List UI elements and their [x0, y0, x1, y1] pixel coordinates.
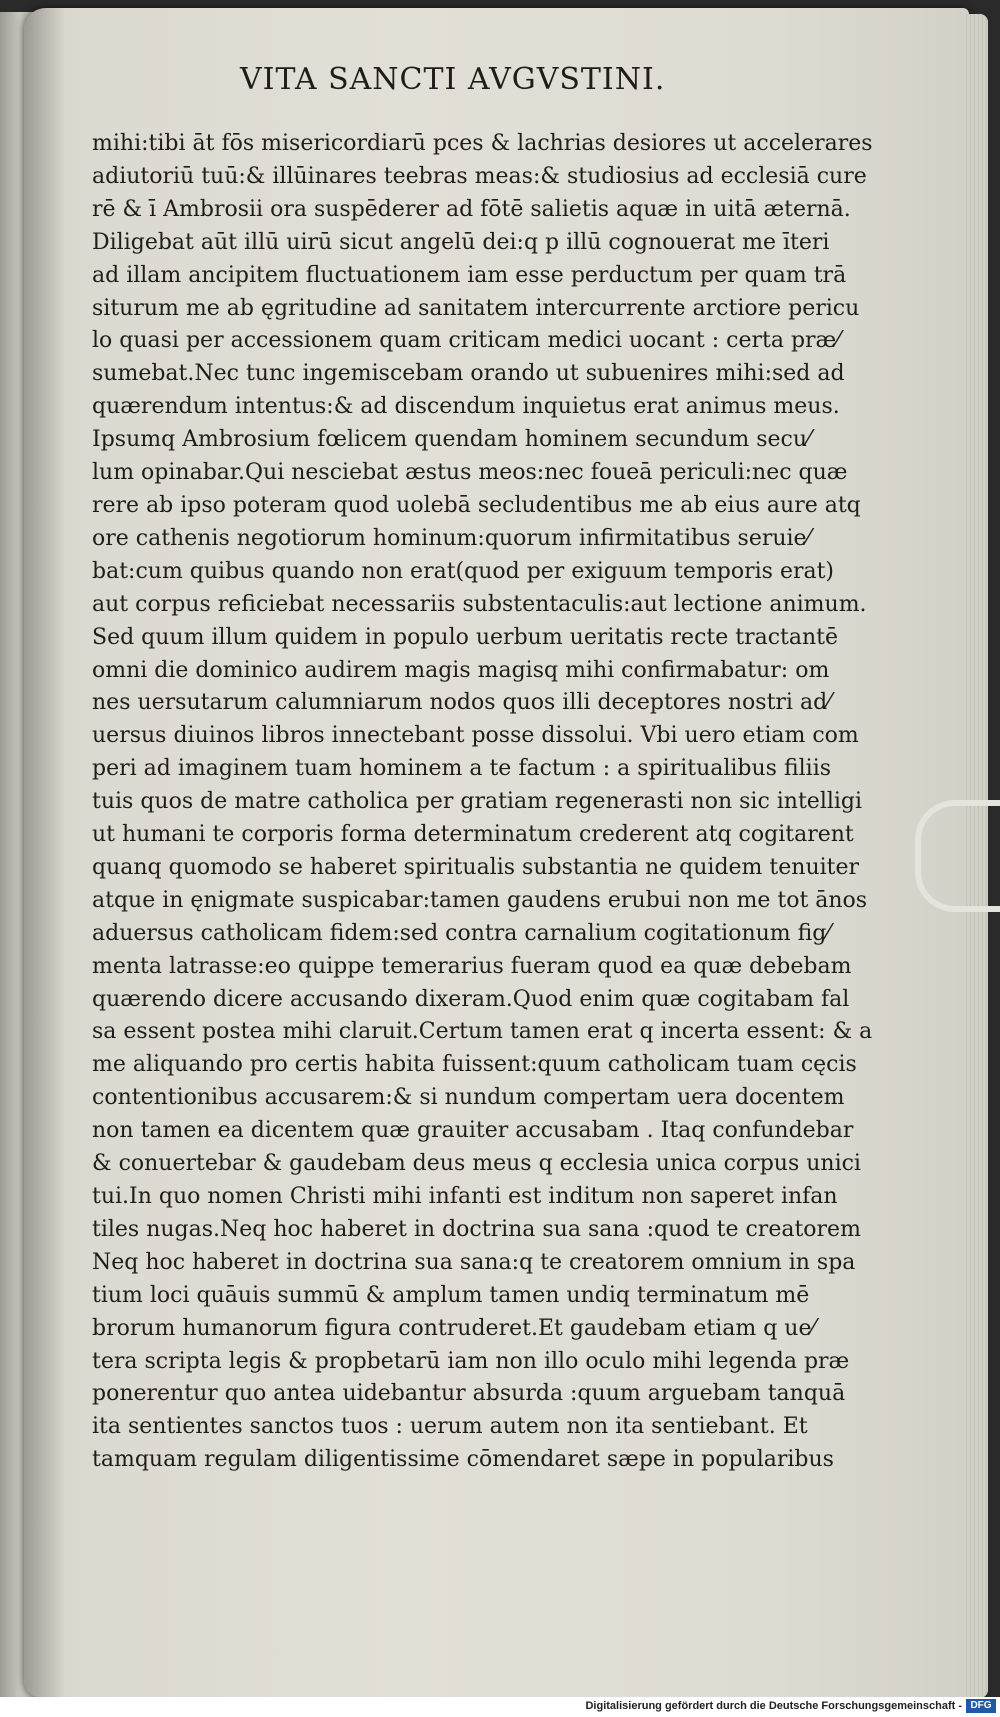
text-line: siturum me ab ęgritudine ad sanitatem intercurrente arctiore pericu	[92, 295, 860, 321]
text-line: tamquam regulam diligentissime cōmendaret sæpe in popularibus	[92, 1447, 834, 1473]
dfg-logo: DFG	[966, 1699, 996, 1713]
text-line: atque in ęnigmate suspicabar:tamen gaudens erubui non me tot ānos	[92, 887, 868, 913]
text-line: Diligebat aūt illū uirū sicut angelū dei:q p illū cognouerat me īteri	[92, 229, 830, 255]
text-line: menta latrasse:eo quippe temerarius fueram quod ea quæ debebam	[92, 953, 852, 979]
text-line: tera scripta legis & propbetarū iam non illo oculo mihi legenda præ	[92, 1348, 850, 1374]
text-line: quærendo dicere accusando dixeram.Quod enim quæ cogitabam fal	[92, 986, 850, 1012]
text-line: ut humani te corporis forma determinatum crederent atq cogitarent	[92, 822, 854, 848]
text-line: tui.In quo nomen Christi mihi infanti est inditum non saperet infan	[92, 1184, 838, 1209]
running-header: VITA SANCTI AVGVSTINI.	[240, 62, 666, 97]
text-line: tium loci quāuis summū & amplum tamen undiq terminatum mē	[92, 1282, 810, 1308]
text-line: ita sentientes sanctos tuos : uerum autem non ita sentiebant. Et	[92, 1414, 808, 1440]
spine-shadow	[24, 8, 64, 1698]
text-line: non tamen ea dicentem quæ grauiter accusabam . Itaq confundebar	[92, 1118, 854, 1144]
text-line: lum opinabar.Qui nesciebat æstus meos:nec foueā periculi:nec quæ	[92, 460, 848, 486]
text-line: ponerentur quo antea uidebantur absurda :quum arguebam tanquā	[92, 1381, 846, 1407]
text-line: bat:cum quibus quando non erat(quod per exiguum temporis erat)	[92, 558, 835, 584]
text-line: rere ab ipso poteram quod uolebā secludentibus me ab eius aure atq	[92, 492, 861, 518]
text-line: Sed quum illum quidem in populo uerbum ueritatis recte tractantē	[92, 624, 839, 650]
text-line: Ipsumq Ambrosium fœlicem quendam hominem secundum secu⁄	[92, 427, 811, 453]
text-line: ad illam ancipitem fluctuationem iam esse perductum per quam trā	[92, 262, 847, 288]
text-line: aduersus catholicam fidem:sed contra carnalium cogitationum fig⁄	[92, 920, 831, 946]
text-line: Neq hoc haberet in doctrina sua sana:q te creatorem omnium in spa	[92, 1249, 856, 1275]
page-clip	[915, 800, 1000, 912]
text-line: adiutoriū tuū:& illūinares teebras meas:& studiosius ad ecclesiā cure	[92, 163, 867, 189]
body-text	[92, 128, 873, 1477]
text-line: rē & ī Ambrosii ora suspēderer ad fōtē salietis aquæ in uitā æternā.	[92, 196, 851, 222]
text-line: peri ad imaginem tuam hominem a te factum : a spiritualibus filiis	[92, 756, 832, 782]
text-line: & conuertebar & gaudebam deus meus q ecclesia unica corpus unici	[92, 1151, 861, 1177]
text-line: nes uersutarum calumniarum nodos quos illi deceptores nostri ad⁄	[92, 690, 831, 716]
text-line: brorum humanorum figura contruderet.Et gaudebam etiam q ue⁄	[92, 1315, 816, 1341]
text-line: omni die dominico audirem magis magisq mihi confirmabatur: om	[92, 657, 830, 683]
text-line: uersus diuinos libros innectebant posse dissolui. Vbi uero etiam com	[92, 723, 859, 749]
text-line: aut corpus reficiebat necessariis substentaculis:aut lectione animum.	[92, 591, 867, 617]
text-line: quanq quomodo se haberet spiritualis substantia ne quidem tenuiter	[92, 854, 860, 880]
text-line: tiles nugas.Neq hoc haberet in doctrina sua sana :quod te creatorem	[92, 1216, 861, 1242]
text-line: me aliquando pro certis habita fuissent:quum catholicam tuam cęcis	[92, 1052, 857, 1078]
digitization-credit: Digitalisierung gefördert durch die Deutsche Forschungsgemeinschaft -	[585, 1700, 962, 1712]
text-line: sumebat.Nec tunc ingemiscebam orando ut subuenires mihi:sed ad	[92, 361, 845, 387]
text-line: contentionibus accusarem:& si nundum compertam uera docentem	[92, 1085, 845, 1111]
text-line: tuis quos de matre catholica per gratiam regenerasti non sic intelligi	[92, 789, 863, 815]
text-line: mihi:tibi āt fōs misericordiarū pces & lachrias desiores ut accelerares	[92, 131, 873, 156]
text-line: quærendum intentus:& ad discendum inquietus erat animus meus.	[92, 394, 840, 420]
text-line: ore cathenis negotiorum hominum:quorum infirmitatibus seruie⁄	[92, 525, 811, 551]
text-line: sa essent postea mihi claruit.Certum tamen erat q incerta essent: & a	[92, 1019, 873, 1045]
text-line: lo quasi per accessionem quam criticam medici uocant : certa præ⁄	[92, 328, 840, 354]
